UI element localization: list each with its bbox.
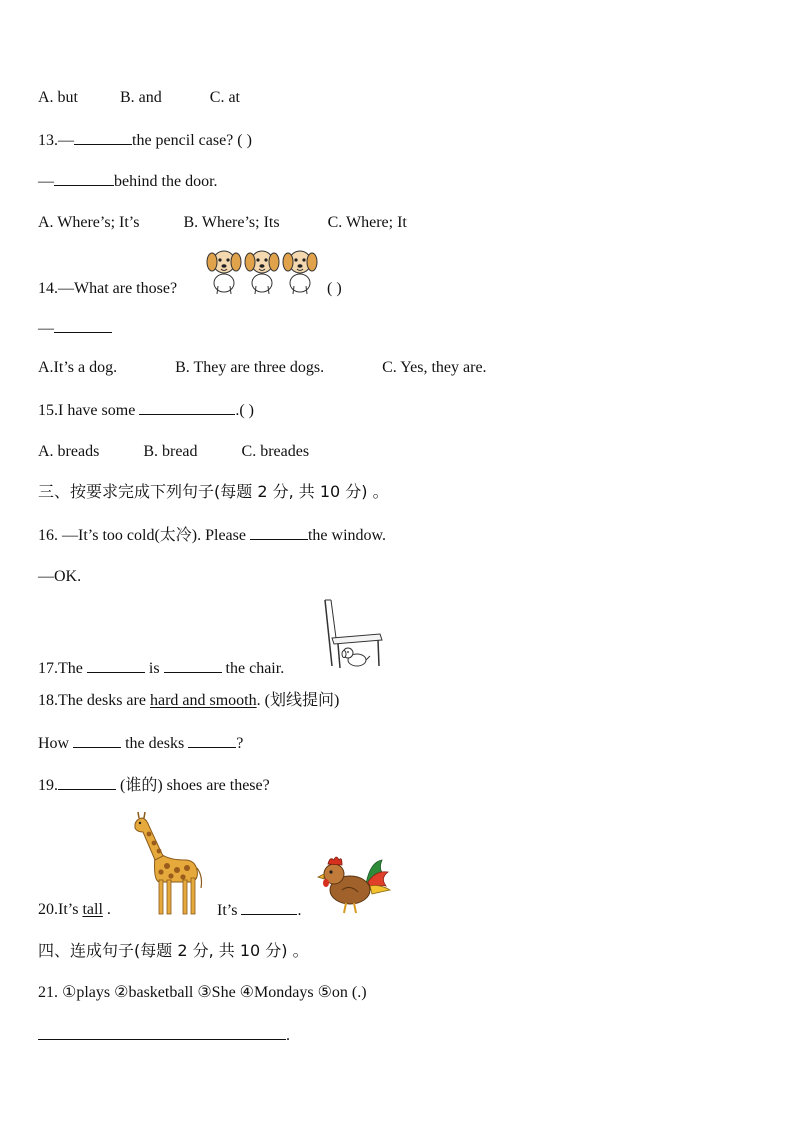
q20-question — [38, 900, 111, 920]
q13-dash: — — [38, 173, 54, 190]
q14-question — [38, 279, 177, 299]
q18-how: How — [38, 735, 70, 752]
q21-answer-line — [38, 1025, 290, 1046]
q18-underlined: hard and smooth — [149, 692, 257, 709]
q20-end-dot: . — [297, 902, 302, 919]
q18-answer-line — [38, 733, 243, 754]
chair-with-dog-picture — [320, 598, 386, 674]
q13-option-a: A. Where’s; It’s — [38, 214, 140, 231]
section-3-heading: 三、按要求完成下列句子(每题 2 分, 共 10 分) 。 — [38, 482, 389, 501]
q17-blank-2[interactable] — [164, 658, 222, 673]
section-4-heading: 四、连成句子(每题 2 分, 共 10 分) 。 — [38, 941, 309, 960]
rooster-picture — [312, 850, 392, 916]
q15-answer-paren[interactable]: .( ) — [235, 402, 254, 419]
q15-option-b: B. bread — [143, 443, 198, 460]
q14-option-b: B. They are three dogs. — [175, 359, 325, 376]
q19-question — [38, 775, 270, 796]
q16-text: 16. —It’s too cold(太冷). Please — [38, 527, 246, 544]
q18-qmark: ? — [236, 735, 244, 752]
three-dogs-picture — [205, 246, 320, 296]
q13-reply-blank[interactable] — [54, 171, 114, 186]
q14-options — [38, 358, 487, 378]
q20-blank[interactable] — [241, 900, 297, 915]
q18-the-desks: the desks — [125, 735, 185, 752]
q17-blank-1[interactable] — [87, 658, 145, 673]
q14-reply — [38, 318, 112, 339]
q17-question — [38, 658, 284, 679]
q12-option-b: B. and — [120, 89, 162, 106]
q13-question — [38, 130, 252, 151]
q21-question: 21. ①plays ②basketball ③She ④Mondays ⑤on (.) — [38, 984, 367, 1001]
q19-text: (谁的) shoes are these? — [120, 777, 270, 794]
q20-its: It’s — [217, 902, 238, 919]
q18-text: 18.The desks are — [38, 692, 146, 709]
q13-option-b: B. Where’s; Its — [183, 214, 280, 231]
q17-suffix: the chair. — [225, 660, 285, 677]
q14-dash: — — [38, 320, 54, 337]
q17-middle: is — [148, 660, 160, 677]
q20-second-part — [217, 900, 301, 921]
q13-answer-paren[interactable]: ( ) — [237, 132, 252, 149]
q14-reply-blank[interactable] — [54, 318, 112, 333]
q18-suffix: . (划线提问) — [256, 692, 340, 709]
q20-dot: . — [106, 901, 111, 918]
q20-prefix: 20.It’s — [38, 901, 79, 918]
q13-option-c: C. Where; It — [327, 214, 407, 231]
q16-question — [38, 525, 386, 546]
q13-blank[interactable] — [74, 130, 132, 145]
q20-underlined: tall — [82, 901, 103, 918]
q21-answer-dot: . — [286, 1027, 290, 1044]
q19-number: 19. — [38, 777, 58, 794]
q13-number: 13.— — [38, 132, 74, 149]
q15-question — [38, 400, 254, 421]
q15-blank[interactable] — [139, 400, 235, 415]
q16-suffix: the window. — [307, 527, 387, 544]
q12-options — [38, 88, 240, 108]
q21-answer-blank[interactable] — [38, 1025, 286, 1040]
q19-blank[interactable] — [58, 775, 116, 790]
q18-blank-1[interactable] — [73, 733, 121, 748]
q15-option-a: A. breads — [38, 443, 100, 460]
q13-options — [38, 213, 407, 233]
q16-blank[interactable] — [250, 525, 308, 540]
q12-option-a: A. but — [38, 89, 78, 106]
giraffe-picture — [125, 810, 207, 916]
q13-text: the pencil case? — [132, 132, 234, 149]
q18-blank-2[interactable] — [188, 733, 236, 748]
q14-option-c: C. Yes, they are. — [382, 359, 487, 376]
q12-option-c: C. at — [209, 89, 240, 106]
q14-option-a: A.It’s a dog. — [38, 359, 118, 376]
q13-reply — [38, 171, 218, 192]
q15-options — [38, 442, 309, 462]
q18-question — [38, 691, 339, 711]
q17-text: 17.The — [38, 660, 83, 677]
q14-answer-paren[interactable]: ( ) — [327, 280, 342, 297]
q15-option-c: C. breades — [241, 443, 310, 460]
q14-text: 14.—What are those? — [38, 280, 178, 297]
q13-reply-text: behind the door. — [114, 173, 218, 190]
q16-reply: —OK. — [38, 568, 82, 585]
q15-text: 15.I have some — [38, 402, 136, 419]
